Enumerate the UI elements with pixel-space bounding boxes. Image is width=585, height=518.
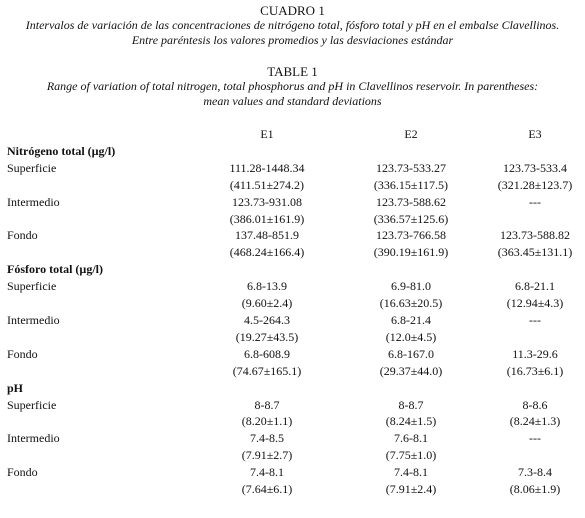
mean-cell: (9.60±2.4) (241, 296, 293, 311)
mean-cell (485, 211, 585, 228)
row-label-blank (7, 363, 197, 380)
range-cell: 111.28-1448.34 (229, 160, 305, 175)
row-label-blank (7, 244, 197, 261)
mean-cell: (468.24±166.4) (229, 245, 305, 260)
row-label-blank (7, 295, 197, 312)
range-cell: 123.73-533.4 (503, 160, 567, 175)
section-row (7, 261, 585, 278)
mean-cell: (321.28±123.7) (497, 177, 573, 192)
mean-cell: (8.06±1.9) (509, 482, 561, 497)
caption-es-line2: Entre paréntesis los valores promedios y las desviaciones estándar (131, 33, 454, 47)
mean-cell: (7.75±1.0) (385, 448, 437, 463)
range-cell: 7.3-8.4 (518, 465, 552, 480)
mean-cell: (16.63±20.5) (379, 296, 443, 311)
range-cell: --- (529, 431, 541, 446)
mean-cell: (7.64±6.1) (241, 482, 293, 497)
section-title: Nitrógeno total (µg/l) (7, 143, 116, 158)
range-cell: 6.8-167.0 (388, 346, 434, 361)
mean-cell (485, 447, 585, 464)
caption-es-title: CUADRO 1 (260, 3, 325, 18)
row-label: Intermedio (7, 312, 60, 327)
caption-spanish (0, 3, 585, 48)
row-label-blank (7, 177, 197, 194)
table-row (7, 329, 585, 346)
range-cell: 123.73-588.82 (500, 228, 570, 243)
row-label: Fondo (7, 228, 38, 243)
range-cell: --- (529, 194, 541, 209)
row-label: Superficie (7, 397, 57, 412)
range-cell: 8-8.7 (398, 397, 424, 412)
caption-en-title: TABLE 1 (267, 64, 318, 79)
header-blank (7, 126, 197, 143)
column-header-e3: E3 (528, 127, 542, 141)
column-header-e1: E1 (260, 127, 274, 141)
row-label: Superficie (7, 160, 57, 175)
caption-english (0, 64, 585, 109)
mean-cell: (8.20±1.1) (241, 414, 293, 429)
row-label: Fondo (7, 346, 38, 361)
table-row (7, 464, 585, 481)
range-cell: 8-8.6 (522, 397, 548, 412)
range-cell: 6.9-81.0 (391, 279, 431, 294)
table-row (7, 278, 585, 295)
table-row (7, 177, 585, 194)
column-header-e2: E2 (404, 127, 418, 141)
table-row (7, 363, 585, 380)
range-cell: 123.73-931.08 (232, 194, 302, 209)
table-row (7, 346, 585, 363)
mean-cell: (29.37±44.0) (379, 363, 443, 378)
row-label-blank (7, 481, 197, 498)
section-row (7, 380, 585, 397)
row-label-blank (7, 413, 197, 430)
mean-cell: (74.67±165.1) (232, 363, 302, 378)
range-cell: 6.8-21.4 (391, 312, 431, 327)
range-cell: 123.73-766.58 (376, 228, 446, 243)
range-cell: 123.73-533.27 (376, 160, 446, 175)
range-cell: 7.4-8.5 (250, 431, 284, 446)
caption-es-line1: Intervalos de variación de las concentraciones de nitrógeno total, fósforo total y pH en el embalse Clavellinos. (25, 18, 560, 32)
row-label: Superficie (7, 279, 57, 294)
table-row (7, 430, 585, 447)
range-cell: 6.8-13.9 (247, 279, 287, 294)
caption-en-line1: Range of variation of total nitrogen, total phosphorus and pH in Clavellinos reservoir. In parentheses: (46, 79, 539, 93)
header-row (7, 126, 585, 143)
mean-cell: (363.45±131.1) (497, 245, 573, 260)
range-cell: 8-8.7 (254, 397, 280, 412)
mean-cell: (336.15±117.5) (373, 177, 449, 192)
mean-cell: (12.0±4.5) (385, 329, 437, 344)
row-label-blank (7, 447, 197, 464)
mean-cell: (7.91±2.4) (385, 482, 437, 497)
row-label: Intermedio (7, 194, 60, 209)
mean-cell: (19.27±43.5) (235, 329, 299, 344)
range-cell: 7.6-8.1 (394, 431, 428, 446)
mean-cell: (16.73±6.1) (506, 363, 564, 378)
table-row (7, 312, 585, 329)
table-row (7, 413, 585, 430)
range-cell: 6.8-21.1 (515, 279, 555, 294)
mean-cell: (411.51±274.2) (229, 177, 305, 192)
range-cell: 137.48-851.9 (235, 228, 299, 243)
data-table (7, 126, 585, 498)
range-cell: --- (529, 312, 541, 327)
mean-cell: (8.24±1.3) (509, 414, 561, 429)
mean-cell: (390.19±161.9) (373, 245, 449, 260)
row-label-blank (7, 211, 197, 228)
table-row (7, 481, 585, 498)
table-row (7, 397, 585, 414)
table-row (7, 244, 585, 261)
mean-cell: (386.01±161.9) (229, 211, 305, 226)
table-row (7, 227, 585, 244)
mean-cell (485, 329, 585, 346)
row-label: Fondo (7, 465, 38, 480)
range-cell: 11.3-29.6 (512, 346, 558, 361)
range-cell: 4.5-264.3 (244, 312, 290, 327)
caption-en-line2: mean values and standard deviations (203, 94, 382, 108)
table-row (7, 194, 585, 211)
mean-cell: (12.94±4.3) (506, 296, 564, 311)
row-label: Intermedio (7, 431, 60, 446)
table-row (7, 160, 585, 177)
section-title: Fósforo total (µg/l) (7, 262, 104, 277)
mean-cell: (7.91±2.7) (241, 448, 293, 463)
mean-cell: (336.57±125.6) (373, 211, 449, 226)
range-cell: 6.8-608.9 (244, 346, 290, 361)
section-row (7, 143, 585, 160)
range-cell: 7.4-8.1 (394, 465, 428, 480)
mean-cell: (8.24±1.5) (385, 414, 437, 429)
table-row (7, 295, 585, 312)
table-row (7, 211, 585, 228)
table-row (7, 447, 585, 464)
range-cell: 123.73-588.62 (376, 194, 446, 209)
row-label-blank (7, 329, 197, 346)
range-cell: 7.4-8.1 (250, 465, 284, 480)
section-title: pH (7, 380, 24, 395)
